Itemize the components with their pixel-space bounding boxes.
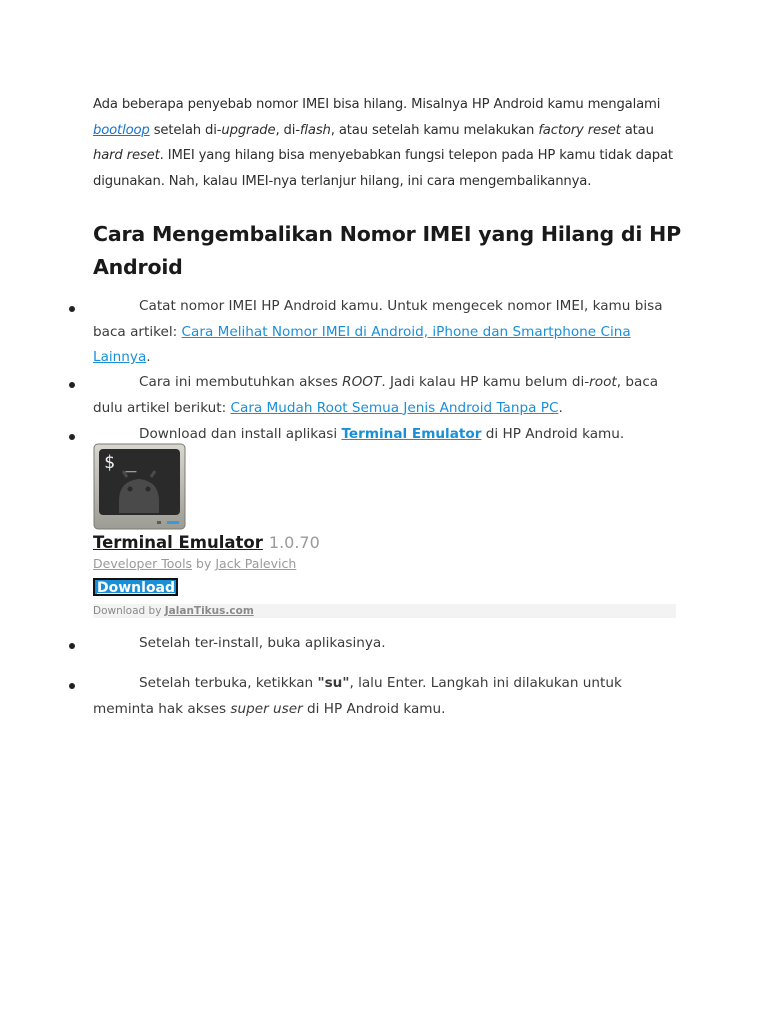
step3-text: Download dan install aplikasi — [139, 426, 342, 442]
bullet-4 — [69, 643, 75, 649]
step2-end: . — [558, 399, 563, 416]
terminal-emulator-link[interactable]: Terminal Emulator — [341, 426, 482, 442]
app-category-link[interactable]: Developer Tools — [93, 556, 193, 571]
intro-text-2: setelah di- — [149, 122, 222, 138]
bullet-5 — [69, 683, 75, 689]
step1-text: Catat nomor IMEI HP Android kamu. Untuk mengecek nomor IMEI, kamu bisa baca artikel: — [93, 298, 663, 340]
download-by — [93, 605, 254, 617]
list-item-4 — [93, 631, 683, 657]
terminal-prompt-text: $ _ — [104, 452, 137, 473]
intro-flash: flash — [299, 122, 331, 138]
intro-text-4: , atau setelah kamu melakukan — [330, 122, 539, 138]
intro-text-6: . IMEI yang hilang bisa menyebabkan fungsi telepon pada HP kamu tidak dapat digunakan. Nah, kalau IMEI-nya terlanjur hilang, ini cara mengembalikannya. — [93, 148, 673, 189]
imei-article-link[interactable]: Cara Melihat Nomor IMEI di Android, iPhone dan Smartphone Cina Lainnya — [93, 323, 631, 365]
intro-upgrade: upgrade — [221, 122, 276, 138]
root-article-link[interactable]: Cara Mudah Root Semua Jenis Android Tanpa PC — [230, 399, 559, 416]
bullet-1 — [69, 306, 75, 312]
app-developer-link[interactable]: Jack Palevich — [215, 556, 297, 571]
intro-hard-reset: hard reset — [93, 148, 160, 164]
bullet-3 — [69, 434, 75, 440]
step5-mid: , lalu Enter. Langkah ini dilakukan untuk meminta hak akses — [93, 675, 622, 717]
bootloop-link[interactable]: bootloop — [93, 122, 150, 138]
download-by-label: Download by — [93, 605, 162, 617]
app-name-link[interactable]: Terminal Emulator — [93, 533, 263, 552]
app-meta — [93, 556, 296, 571]
step2-mid: . Jadi kalau HP kamu belum di- — [381, 374, 590, 390]
app-by-label: by — [196, 556, 212, 571]
list-item-1 — [93, 294, 683, 371]
intro-factory-reset: factory reset — [538, 122, 621, 138]
step2-mid2: , baca dulu artikel berikut: — [93, 374, 659, 416]
bullet-2 — [69, 382, 75, 388]
download-button[interactable]: Download — [93, 578, 178, 596]
step2-root2: root — [589, 374, 617, 390]
step3-end: di HP Android kamu. — [481, 426, 625, 442]
intro-text-3: , di- — [275, 122, 300, 138]
step2-root: ROOT — [342, 374, 382, 390]
list-item-5 — [93, 671, 683, 722]
step5-end: di HP Android kamu. — [302, 700, 446, 717]
step5-su: "su" — [317, 675, 350, 691]
jalantikus-link[interactable]: JalanTikus.com — [164, 605, 254, 617]
list-item-2 — [93, 370, 683, 421]
step5-text: Setelah terbuka, ketikkan — [139, 675, 318, 691]
app-title — [93, 533, 320, 552]
step4-text: Setelah ter-install, buka aplikasinya. — [139, 635, 386, 651]
intro-paragraph — [93, 92, 683, 194]
section-heading: Cara Mengembalikan Nomor IMEI yang Hilang di HP Android — [93, 222, 681, 279]
step2-text: Cara ini membutuhkan akses — [139, 374, 343, 390]
step5-super-user: super user — [230, 700, 303, 717]
step1-end: . — [146, 349, 151, 365]
intro-text-5: atau — [620, 122, 654, 138]
app-version: 1.0.70 — [268, 533, 320, 552]
intro-text-1: Ada beberapa penyebab nomor IMEI bisa hilang. Misalnya HP Android kamu mengalami — [93, 97, 661, 112]
